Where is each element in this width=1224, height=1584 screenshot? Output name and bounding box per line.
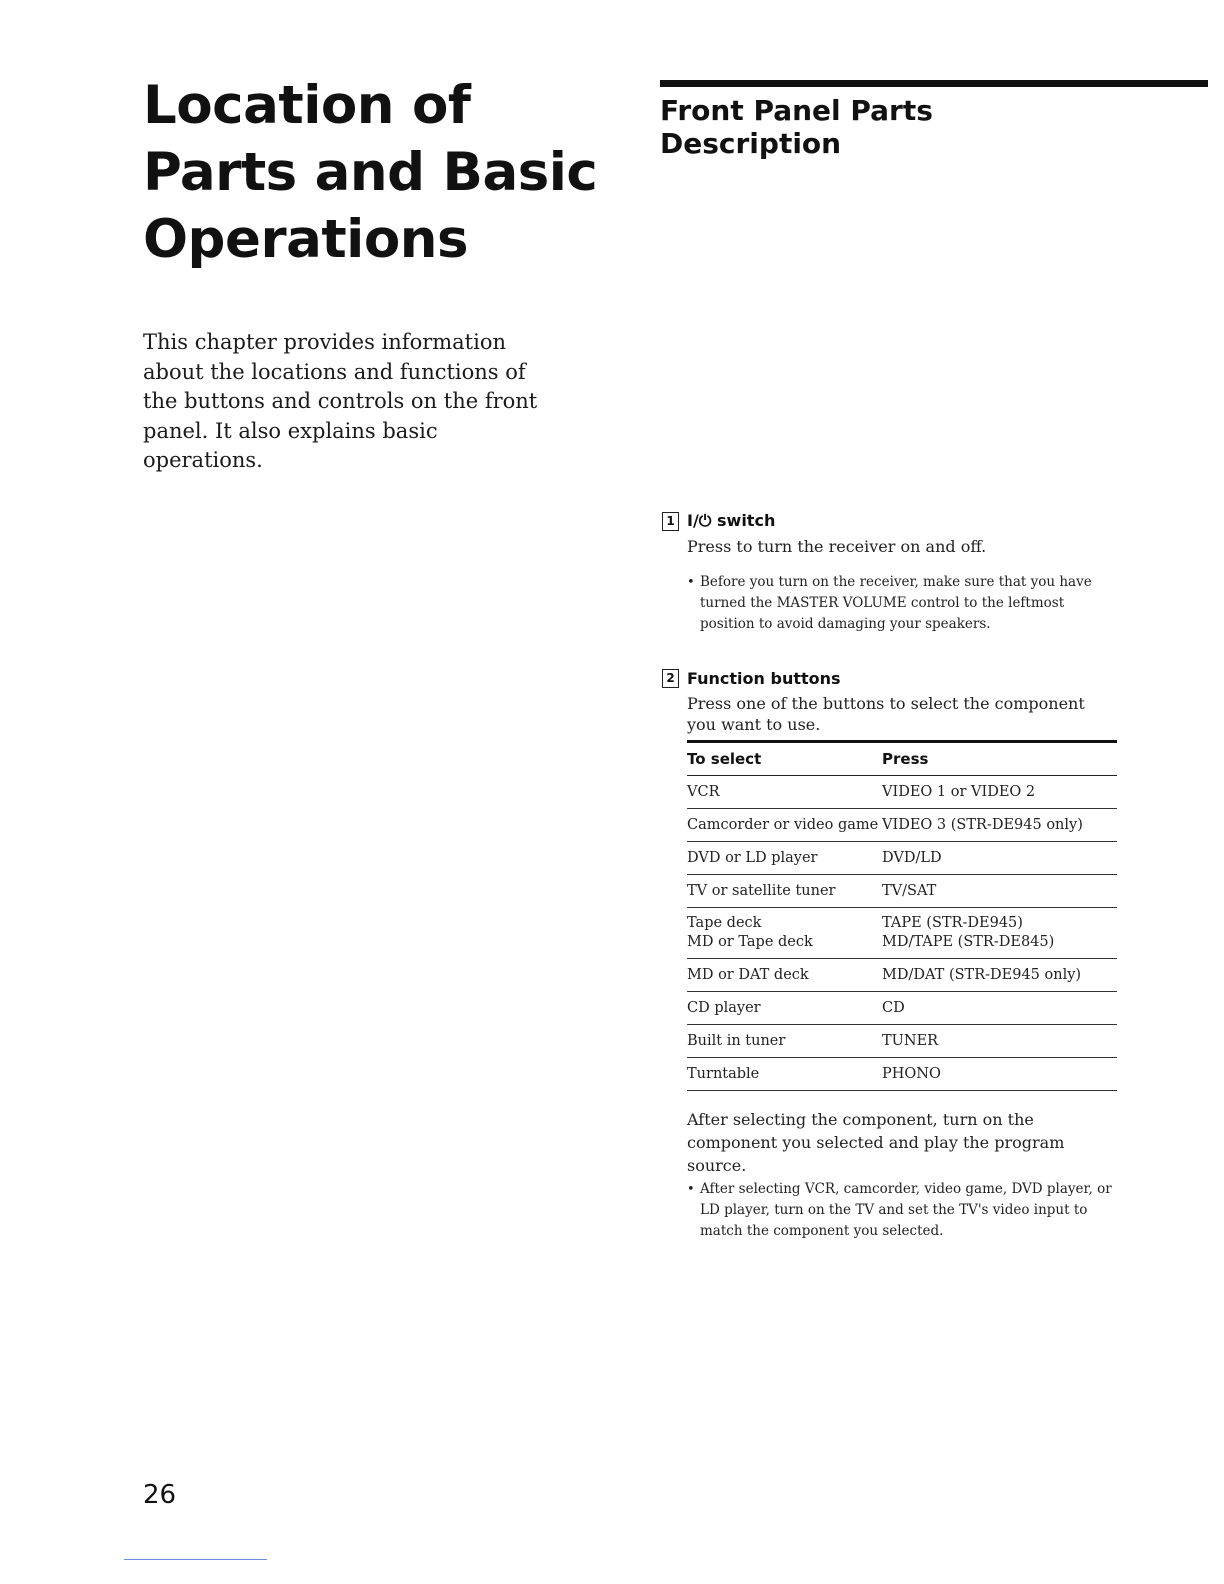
table-row [687, 875, 1117, 908]
item-number-badge: 2 [662, 669, 679, 688]
table-row [687, 1025, 1117, 1058]
table-row [687, 908, 1117, 959]
table-cell: MD/DAT (STR-DE945 only) [882, 967, 1082, 983]
table-cell [882, 914, 1117, 952]
item-description: Press one of the buttons to select the component you want to use. [687, 694, 1085, 734]
section-title [660, 94, 1080, 160]
cell-line: Tape deck [687, 915, 762, 931]
table-cell: Turntable [687, 1066, 760, 1082]
table-cell [687, 914, 882, 952]
table-row [687, 1058, 1117, 1091]
table-cell: MD or DAT deck [687, 967, 809, 983]
item-heading [662, 666, 1117, 690]
table-row [687, 842, 1117, 875]
item-label: Function buttons [687, 668, 841, 688]
table-cell: PHONO [882, 1066, 941, 1082]
item-number-badge: 1 [662, 512, 679, 531]
table-cell: CD player [687, 1000, 761, 1016]
note-bullet: • After selecting VCR, camcorder, video game, DVD player, or LD player, turn on the TV and set the TV's video input to match the component you selected. [687, 1179, 1127, 1242]
after-selection-text: After selecting the component, turn on the component you selected and play the program source. [687, 1110, 1065, 1175]
table-cell: Built in tuner [687, 1033, 786, 1049]
section-rule [660, 80, 1208, 87]
table-cell: Camcorder or video game [687, 817, 879, 833]
table-cell: TUNER [882, 1033, 939, 1049]
column-header-press: Press [882, 750, 929, 768]
table-cell: DVD or LD player [687, 850, 818, 866]
table-cell: CD [882, 1000, 905, 1016]
note-bullet: • Before you turn on the receiver, make sure that you have turned the MASTER VOLUME control to the leftmost position to avoid damaging your speakers. [687, 572, 1117, 635]
table-row [687, 992, 1117, 1025]
after-note [687, 1179, 1127, 1242]
section-title-line: Description [660, 127, 842, 160]
table-row [687, 959, 1117, 992]
item-description: Press to turn the receiver on and off. [687, 537, 987, 556]
table-row [687, 809, 1117, 842]
table-cell: VIDEO 3 (STR-DE945 only) [882, 817, 1083, 833]
table-row [687, 776, 1117, 809]
cell-line: MD/TAPE (STR-DE845) [882, 934, 1055, 950]
cell-line: TAPE (STR-DE945) [882, 915, 1023, 931]
item-power-switch [662, 509, 1117, 635]
column-header-to-select: To select [687, 750, 762, 768]
item-heading [662, 509, 1117, 533]
function-table [687, 740, 1117, 1091]
table-cell: VCR [687, 784, 720, 800]
table-cell: TV/SAT [882, 883, 937, 899]
item-function-buttons [662, 666, 1117, 735]
chapter-title-line: Parts and Basic [143, 142, 598, 203]
chapter-intro: This chapter provides information about the locations and functions of the buttons and controls on the front panel. It also explains basic operations. [143, 330, 538, 472]
table-cell: DVD/LD [882, 850, 942, 866]
table-header [687, 743, 1117, 776]
chapter-title [143, 72, 603, 273]
footer-line [124, 1559, 267, 1560]
section-title-line: Front Panel Parts [660, 94, 933, 127]
chapter-title-line: Operations [143, 209, 469, 270]
chapter-title-line: Location of [143, 75, 471, 136]
item-label: I/⏻ switch [687, 511, 776, 530]
page-number: 26 [143, 1480, 177, 1510]
cell-line: MD or Tape deck [687, 934, 813, 950]
table-cell: TV or satellite tuner [687, 883, 836, 899]
table-cell: VIDEO 1 or VIDEO 2 [882, 784, 1036, 800]
